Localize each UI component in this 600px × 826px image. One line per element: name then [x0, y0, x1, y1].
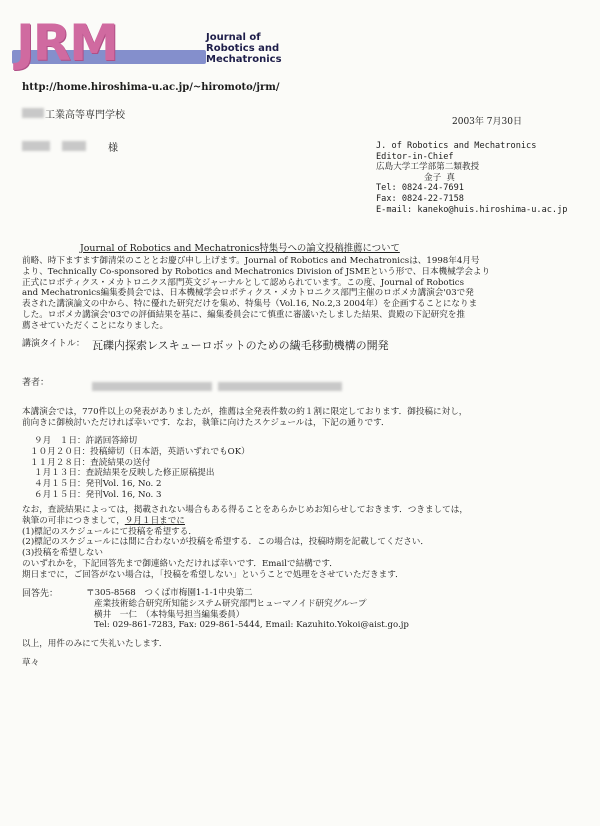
journal-url: http://home.hiroshima-u.ac.jp/~hiromoto/jrm/: [22, 82, 280, 93]
reply-option-3: (3)投稿を希望しない: [22, 548, 103, 559]
intro-line: 前略、時下ますます御清栄のこととお慶び申し上げます。Journal of Robotics and Mechatronicsは、1998年4月号: [22, 256, 480, 266]
sender-line-2: Editor-in-Chief: [376, 151, 454, 162]
sender-line-1: J. of Robotics and Mechatronics: [376, 141, 537, 151]
reply-address-line: 産業技術総合研究所知能システム研究部門ヒューマノイド研究グループ: [94, 598, 367, 609]
reply-label: 回答先：: [22, 589, 59, 599]
letter-date: 2003年 7月30日: [452, 117, 522, 127]
schedule-list: [30, 436, 250, 501]
sender-fax: Fax: 0824-22-7158: [376, 193, 464, 204]
schedule-item: １月１３日：査読結果を反映した修正原稿提出: [34, 468, 215, 479]
schedule-item: ４月１５日：発刊Vol. 16, No. 2: [34, 479, 162, 490]
sender-block: [376, 141, 567, 215]
sender-tel: Tel: 0824-24-7691: [376, 183, 464, 194]
notice-paragraph: [22, 407, 467, 429]
redacted-recipient-name-2: [62, 141, 86, 151]
redacted-authors-1: [92, 382, 212, 391]
intro-line: した。ロボメカ講演会'03での評価結果を基に、編集委員会にて慎重に審議いたしました結果、貴殿の下記研究を推: [22, 309, 465, 320]
schedule-item: ９月 １日：許諾回答締切: [34, 436, 138, 446]
reply-option-1: (1)標記のスケジュールにて投稿を希望する．: [22, 526, 197, 537]
notice-line: 本講演会では，770件以上の発表がありましたが，推薦は全発表件数の約１割に限定しております．御投稿に対し，: [22, 407, 468, 417]
recipient-honorific: 様: [108, 143, 118, 154]
logo-letters: JRM: [16, 14, 117, 72]
sign-off: 草々: [22, 658, 40, 668]
logo-journal-name: [206, 32, 282, 65]
redacted-authors-2: [218, 382, 342, 391]
reply-option-2: (2)標記のスケジュールには間に合わないが投稿を希望する．この場合は，投稿時期を記載してください．: [22, 537, 429, 548]
redacted-school-name: [22, 108, 44, 118]
logo-name-line-2: Robotics and: [206, 43, 280, 54]
reply-address: [86, 588, 409, 631]
logo-name-line-1: Journal of: [206, 32, 261, 43]
closing-line: のいずれかを，下記回答先まで御連絡いただければ幸いです．Emailで結構です．: [22, 558, 338, 569]
logo-name-line-3: Mechatronics: [206, 54, 282, 65]
redacted-recipient-name-1: [22, 141, 50, 151]
reply-contact: Tel: 029-861-7283, Fax: 029-861-5444, Email: Kazuhito.Yokoi@aist.go.jp: [94, 620, 409, 631]
intro-line: 正式にロボティクス・メカトロニクス部門英文ジャーナルとして認められています。この度、Journal of Robotics: [22, 277, 465, 288]
reply-editor: 横井 一仁 （本特集号担当編集委員）: [94, 609, 245, 620]
jrm-logo: [10, 12, 300, 74]
closing-paragraph: [22, 505, 468, 581]
authors-label: 著者：: [22, 378, 50, 388]
recipient-school: 工業高等専門学校: [45, 110, 125, 121]
schedule-item: １１月２８日：査読結果の送付: [30, 457, 151, 468]
intro-line: 表された講演論文の中から、特に優れた研究だけを集め、特集号（Vol.16, No.2,3 2004年）を企画することになりま: [22, 299, 478, 310]
closing-remark: 以上，用件のみにて失礼いたします．: [22, 639, 168, 649]
notice-line: 前向きに御検討いただければ幸いです．なお，執筆に向けたスケジュールは，下記の通りです．: [22, 417, 390, 428]
reply-deadline: ９月１日までに: [124, 515, 185, 526]
sender-line-4: 金子 真: [424, 172, 455, 183]
schedule-item: １０月２０日：投稿締切（日本語，英語いずれでもOK）: [30, 446, 250, 457]
closing-line: 期日までに，ご回答がない場合は，「投稿を希望しない」ということで処理をさせていただきます．: [22, 569, 404, 580]
intro-line: and Mechatronics編集委員会では、日本機械学会ロボティクス・メカトロニクス部門主催のロボメカ講演会'03で発: [22, 288, 474, 299]
lecture-title-label: 講演タイトル：: [22, 339, 85, 349]
sender-email: E-mail: kaneko@huis.hiroshima-u.ac.jp: [376, 204, 568, 215]
closing-line: [22, 516, 468, 527]
lecture-title-value: 瓦礫内探索レスキューロボットのための繊毛移動機構の開発: [92, 339, 389, 352]
letter-title: Journal of Robotics and Mechatronics特集号への論文投稿推薦について: [80, 243, 400, 254]
sender-line-3: 広島大学工学部第二類教授: [376, 162, 480, 173]
intro-paragraph: [22, 256, 490, 332]
schedule-item: ６月１５日：発刊Vol. 16, No. 3: [34, 489, 162, 500]
intro-line: 薦させていただくことになりました。: [22, 320, 169, 331]
reply-address-line: 〒305-8568 つくば市梅園1-1-1中央第二: [86, 588, 253, 598]
intro-line: より、Technically Co-sponsored by Robotics and Mechatronics Division of JSMEという形で、日本機械学会より: [22, 266, 491, 277]
closing-line: なお，査読結果によっては，掲載されない場合もある得ることをあらかじめお知らせしておきます．つきましては，: [22, 505, 468, 515]
closing-line-prefix: 執筆の可非につきまして，: [22, 515, 125, 526]
